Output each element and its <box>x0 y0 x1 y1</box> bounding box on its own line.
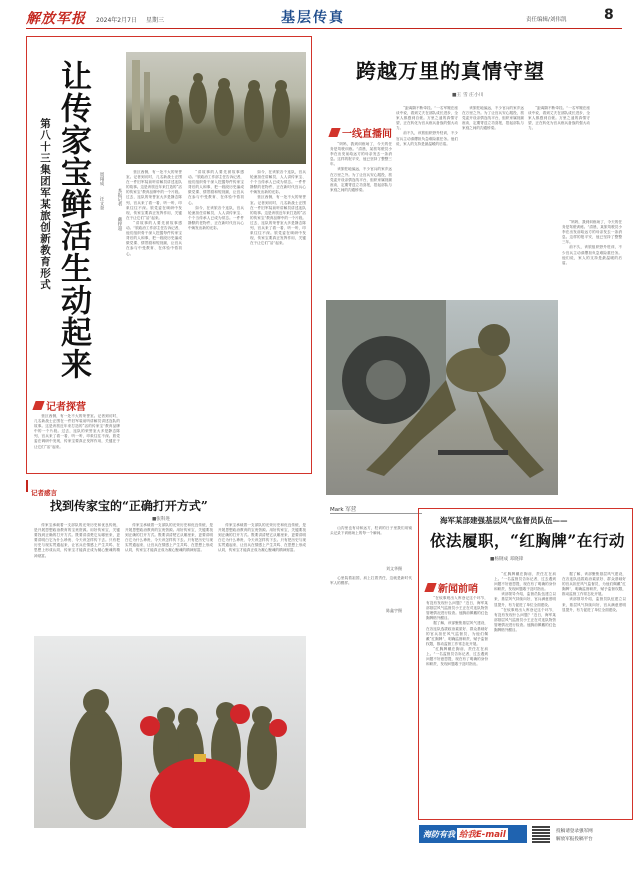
soldiers-photo-art <box>126 52 306 164</box>
mark-column-label: Mark 军营 <box>330 507 357 513</box>
tag-marker-icon <box>32 401 44 410</box>
left-feature-para-1b: “讲故事的人要先被故事感动。”旅政治工作部主任告诉记者，他们组织骨干深入挖掘每件传家宝背后的人和事，把一段段历史编成微党课、情景剧和短视频，让官兵在参与中受教育、在体验中悟初心。 <box>126 220 182 256</box>
right-feature-para-5: 该旅驻地偏远，不少官兵的家乡远在万里之外。为了让官兵安心服役，旅党委开设亲情连线平台，组织家属视频座谈，定期寄送立功喜报，搭起部队与家庭之间的沟通桥梁。 <box>462 106 524 131</box>
soldiers-at-monument-photo <box>126 52 306 164</box>
mark-column-rule <box>330 513 422 514</box>
editor-note-title: 找到传家宝的“正确打开方式” <box>50 499 208 513</box>
left-intro-para: 营区西侧，有一处不大的荣誉室。记者到访时，几名新战士正围在一件旧军装前听讲解员讲述连队的故事。这是该旅近年来打造的“活的传家宝”教育品牌中的一个片段。过去，连队的荣誉室大多是静态陈列，官兵来了看一看、听一听，印象往往不深。旅党委在调研中发现，传家宝要真正发挥作用，关键在于让它们“活”起来。 <box>34 414 120 449</box>
editor-note-para-3: 传家宝承载着一支部队的光荣历史和优良传统，是开展思想政治教育的宝贵资源。用好传家宝，关键要找到正确的打开方式。既要讲清楚它从哪里来，更要讲明白它为什么珍贵、今天该怎样传下去。只有把历史与现实贯通起来，让官兵在情感上产生共鸣、在思想上形成认同，传家宝才能真正成为凝心聚魂的精神财富。 <box>218 523 306 553</box>
footer-slogan-2: 给我E-mail <box>459 830 506 840</box>
bottom-right-para-2b: “红胸牌戴在胸前，责任扛在肩上。”一名监督员告诉记者，过去遇到问题不好意思提，现在有了明确的身份和职责，发现问题敢于及时指出。 <box>426 646 488 667</box>
soldier-repair-photo <box>326 300 558 495</box>
bottom-right-para-4: 该部领导介绍，监督员队伍建立以来，基层风气持续向好，官兵满意度明显提升，有力促进了单位全面建设。 <box>494 592 556 607</box>
bottom-right-para-6: 该部领导介绍，监督员队伍建立以来，基层风气持续向好，官兵满意度明显提升，有力促进了单位全面建设。 <box>562 597 626 612</box>
lantern-soldiers-photo <box>34 636 306 828</box>
bottom-right-col-1 <box>426 596 488 816</box>
editor-note-col-2 <box>125 523 213 631</box>
bottom-right-para-2: 据了解，该部聚焦基层风气建设，在各连队选拔政治素质好、群众基础好的官兵担任风气监督员，为他们佩戴“红胸牌”，明确监督职责，赋予监督权限，推动监督工作常态化开展。 <box>426 621 488 646</box>
issue-weekday: 星期三 <box>146 17 165 24</box>
editor-note-tag <box>26 480 108 497</box>
footer-contact-2: 解放军报投稿平台 <box>556 837 593 842</box>
byline-name-3: 本报记者 <box>117 188 122 206</box>
right-feature-title: 跨越万里的真情守望 <box>356 59 545 83</box>
editor-note-para-1: 传家宝承载着一支部队的光荣历史和优良传统，是开展思想政治教育的宝贵资源。用好传家宝，关键要找到正确的打开方式。既要讲清楚它从哪里来，更要讲明白它为什么珍贵、今天该怎样传下去。只有把历史与现实贯通起来，让官兵在情感上产生共鸣、在思想上形成认同，传家宝才能真正成为凝心聚魂的精神财富。 <box>34 523 120 558</box>
mark-credit-2: 陈鑫宇摄 <box>386 608 402 613</box>
bottom-right-col-3 <box>562 572 626 816</box>
footer-contact-1: 投稿请登录强军网 <box>556 829 593 834</box>
left-feature-col-1 <box>126 170 182 468</box>
right-feature-para-2: 该旅驻地偏远，不少官兵的家乡远在万里之外。为了让官兵安心服役，旅党委开设亲情连线平台，组织家属视频座谈，定期寄送立功喜报，搭起部队与家庭之间的沟通桥梁。 <box>330 167 392 192</box>
mark-quote-1-text: 山沟里也有诗和远方，驻训的日子里我们用镜头记录下训练场上的每一个瞬间。 <box>330 526 412 536</box>
right-feature-para-4: 前不久，该旅组织野外驻训，不少官兵主动请缨担负急难险重任务。他们说，家人的支持是最温暖的后盾。 <box>396 131 458 146</box>
issue-date: 2024年2月7日 <box>96 17 137 24</box>
mark-quote-1 <box>330 526 412 564</box>
right-tag-live <box>330 125 392 140</box>
mark-quote-2 <box>330 576 412 606</box>
editor-note-author: ■张科进 <box>152 517 171 522</box>
byline-name-4: 戴梓超 <box>117 216 122 231</box>
bottom-right-para-5: 据了解，该部聚焦基层风气建设，在各连队选拔政治素质好、群众基础好的官兵担任风气监督员，为他们佩戴“红胸牌”，明确监督职责，赋予监督权限，推动监督工作常态化开展。 <box>562 572 626 597</box>
byline-name-2: 汪文奎 <box>99 196 104 210</box>
left-feature-col-3 <box>250 170 306 468</box>
right-tag-label: 一线直播间 <box>342 129 392 140</box>
editor-note-col-3 <box>218 523 306 631</box>
footer-banner <box>419 825 527 843</box>
left-feature-para-2: “讲故事的人要先被故事感动。”旅政治工作部主任告诉记者，他们组织骨干深入挖掘每件传家宝背后的人和事，把一段段历史编成微党课、情景剧和短视频，让官兵在参与中受教育、在体验中悟初心。 <box>188 170 244 205</box>
footer-qr-icon <box>532 825 550 843</box>
editor-note-tag-label: 记者感言 <box>31 489 57 497</box>
page-header <box>26 6 622 28</box>
section-title: 基层传真 <box>281 10 345 26</box>
byline-name-1: 周翔成 <box>99 172 104 186</box>
left-feature-subtitle: 第八十三集团军某旅创新教育形式 <box>39 118 51 291</box>
left-feature-para-1: 营区西侧，有一处不大的荣誉室。记者到访时，几名新战士正围在一件旧军装前听讲解员讲述连队的故事。这是该旅近年来打造的“活的传家宝”教育品牌中的一个片段。过去，连队的荣誉室大多是静态陈列，官兵来了看一看、听一听，印象往往不深。旅党委在调研中发现，传家宝要真正发挥作用，关键在于让它们“活”起来。 <box>126 170 182 220</box>
bottom-right-tag <box>426 580 478 595</box>
right-feature-col-1 <box>330 142 392 325</box>
bottom-right-para-4b: “在炊事班出入库登记这个环节，有没有发现什么问题？”近日，海军某部基层风气监督员小王正在对连队物资管理情况进行检查。他胸前佩戴的红色胸牌格外醒目。 <box>494 607 556 633</box>
bottom-right-kicker: 海军某部建强基层风气监督员队伍—— <box>440 516 568 525</box>
bottom-right-byline: ■杨钢成 邓晓锋 <box>490 557 524 562</box>
bottom-right-title: 依法履职，“红胸牌”在行动 <box>430 531 625 550</box>
editor-note-col-1 <box>34 523 120 631</box>
mark-credit-1: 刘文华摄 <box>386 566 402 571</box>
right-feature-para-1: “妈妈，我到训练场了，今天的任务是驾驶训练。”清晨，某旅驾驶员小李在出发前给远方的母亲发去一条消息。这样的报平安，他已坚持了整整三年。 <box>330 142 392 167</box>
editor-note-para-2: 传家宝承载着一支部队的光荣历史和优良传统，是开展思想政治教育的宝贵资源。用好传家宝，关键要找到正确的打开方式。既要讲清楚它从哪里来，更要讲明白它为什么珍贵、今天该怎样传下去。只有把历史与现实贯通起来，让官兵在情感上产生共鸣、在思想上形成认同，传家宝才能真正成为凝心聚魂的精神财富。 <box>125 523 213 553</box>
repair-photo-art <box>326 300 558 495</box>
tag-marker-icon <box>328 128 340 137</box>
page-editor: 责任编辑/刘伟凯 <box>526 17 567 23</box>
bottom-right-tag-label: 新闻前哨 <box>438 584 478 595</box>
left-feature-byline-2 <box>116 188 122 268</box>
page-number: 8 <box>604 7 614 23</box>
bottom-right-para-3: “红胸牌戴在胸前，责任扛在肩上。”一名监督员告诉记者，过去遇到问题不好意思提，现在有了明确的身份和职责，发现问题敢于及时指出。 <box>494 572 556 592</box>
left-feature-text-area <box>126 170 308 468</box>
right-feature-col-3 <box>462 106 524 216</box>
left-feature-title: 让传家宝鲜活生动起来 <box>55 60 91 380</box>
bottom-right-col-2 <box>494 572 556 816</box>
right-feature-col-2 <box>396 106 458 325</box>
left-feature-para-3b: 营区西侧，有一处不大的荣誉室。记者到访时，几名新战士正围在一件旧军装前听讲解员讲述连队的故事。这是该旅近年来打造的“活的传家宝”教育品牌中的一个片段。过去，连队的荣誉室大多是静态陈列，官兵来了看一看、听一听，印象往往不深。旅党委在调研中发现，传家宝要真正发挥作用，关键在于让它们“活”起来。 <box>250 195 306 246</box>
left-tag-reporter <box>34 398 86 413</box>
left-feature-para-2b: 如今，在该旅各个连队，官兵轮流担任讲解员，人人讲传家宝、个个当传承人已成为常态。一件件静默的老物件，正在新时代官兵心中焕发出新的光彩。 <box>188 205 244 231</box>
left-tag-label: 记者探营 <box>46 402 86 413</box>
left-feature-byline <box>98 172 104 262</box>
tag-marker-icon <box>424 583 436 592</box>
right-feature-para-7: “妈妈，我到训练场了，今天的任务是驾驶训练。”清晨，某旅驾驶员小李在出发前给远方的母亲发去一条消息。这样的报平安，他已坚持了整整三年。 <box>562 220 622 245</box>
left-feature-col-2 <box>188 170 244 468</box>
bottom-right-para-1: “在炊事班出入库登记这个环节，有没有发现什么问题？”近日，海军某部基层风气监督员小王正在对连队物资管理情况进行检查。他胸前佩戴的红色胸牌格外醒目。 <box>426 596 488 621</box>
right-feature-byline: ■王 雪 庄小川 <box>452 93 484 98</box>
right-feature-col-4 <box>528 106 590 216</box>
newspaper-logo: 解放军报 <box>26 11 86 27</box>
header-rule <box>26 28 622 29</box>
right-feature-para-3: “距离隔不断牵挂。”一名军嫂在座谈中说，看到丈夫在部队成长进步，全家人都感到自豪。万里之遥的真情守望，正在转化为官兵练兵备战的强大动力。 <box>396 106 458 131</box>
mark-photo-top <box>330 520 412 522</box>
right-feature-col-5 <box>562 220 622 496</box>
right-feature-para-6: “距离隔不断牵挂。”一名军嫂在座谈中说，看到丈夫在部队成长进步，全家人都感到自豪。万里之遥的真情守望，正在转化为官兵练兵备战的强大动力。 <box>528 106 590 131</box>
right-feature-para-8: 前不久，该旅组织野外驻训，不少官兵主动请缨担负急难险重任务。他们说，家人的支持是最温暖的后盾。 <box>562 245 622 265</box>
lantern-photo-art <box>34 636 306 828</box>
left-feature-para-3: 如今，在该旅各个连队，官兵轮流担任讲解员，人人讲传家宝、个个当传承人已成为常态。一件件静默的老物件，正在新时代官兵心中焕发出新的光彩。 <box>250 170 306 195</box>
mark-quote-2-text: 心里装着祖国，肩上扛着责任，这就是新时代军人的模样。 <box>330 576 412 586</box>
left-intro-text <box>34 414 120 470</box>
footer-slogan-1: 海防有我 <box>423 829 455 839</box>
